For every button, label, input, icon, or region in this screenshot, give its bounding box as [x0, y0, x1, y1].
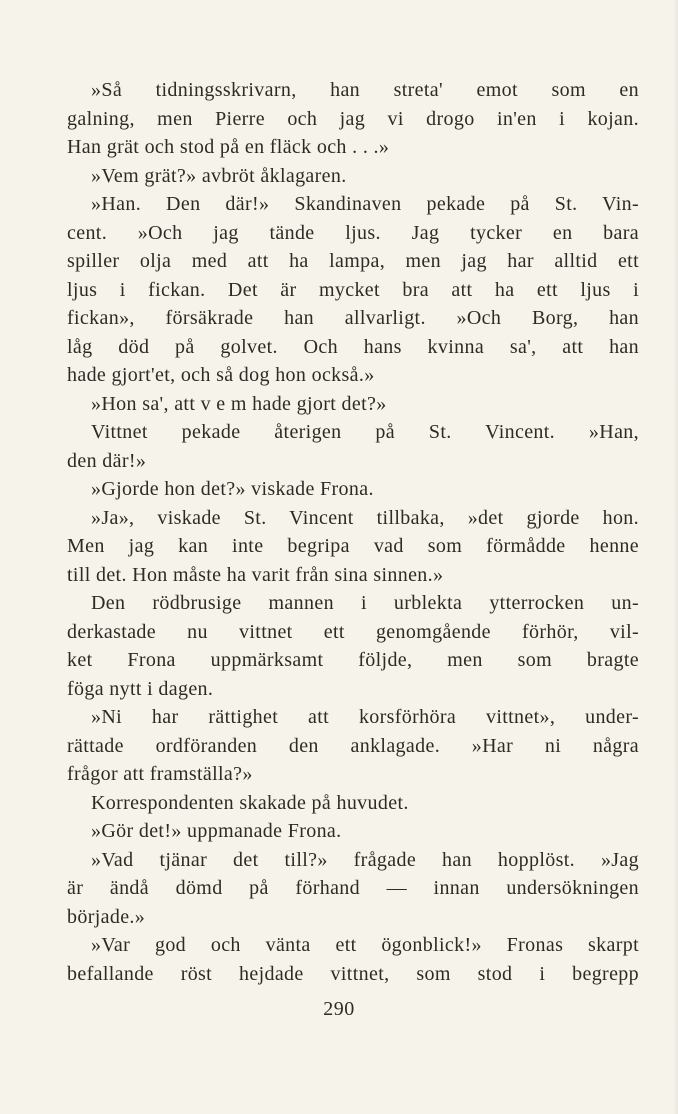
text-line-20: derkastade nu vittnet ett genomgående förhör, vil- — [67, 620, 639, 643]
text-line-11: hade gjort'et, och så dog hon också.» — [67, 364, 375, 386]
text-line-10: låg död på golvet. Och hans kvinna sa', att han — [67, 335, 639, 358]
text-line-2: galning, men Pierre och jag vi drogo in'en i kojan. — [67, 107, 639, 130]
text-line-1: »Så tidningsskrivarn, han streta' emot som en — [91, 79, 639, 101]
text-line-32: befallande röst hejdade vittnet, som stod i begrepp — [67, 962, 639, 985]
text-line-6: cent. »Och jag tände ljus. Jag tycker en bara — [67, 221, 639, 244]
text-line-3: Han grät och stod på en fläck och . . .» — [67, 136, 390, 158]
text-line-25: frågor att framställa?» — [67, 763, 253, 785]
page-edge — [673, 0, 678, 1114]
page-number: 290 — [323, 998, 355, 1020]
text-line-22: föga nytt i dagen. — [67, 677, 214, 700]
text-line-15: »Gjorde hon det?» viskade Frona. — [91, 478, 374, 500]
text-line-28: »Vad tjänar det till?» frågade han hopplöst. »Jag — [91, 848, 639, 871]
text-line-23: »Ni har rättighet att korsförhöra vittnet», under- — [91, 706, 639, 728]
text-line-24: rättade ordföranden den anklagade. »Har ni några — [67, 734, 639, 757]
text-line-26: Korrespondenten skakade på huvudet. — [91, 791, 409, 814]
text-line-18: till det. Hon måste ha varit från sina sinnen.» — [67, 563, 444, 586]
text-line-5: »Han. Den där!» Skandinaven pekade på St. Vin- — [91, 193, 639, 215]
text-line-4: »Vem grät?» avbröt åklagaren. — [91, 164, 347, 187]
text-line-13: Vittnet pekade återigen på St. Vincent. »Han, — [91, 421, 639, 443]
text-line-8: ljus i fickan. Det är mycket bra att ha ett ljus i — [67, 278, 639, 301]
text-line-14: den där!» — [67, 449, 147, 472]
text-line-27: »Gör det!» uppmanade Frona. — [91, 820, 342, 842]
text-line-29: är ändå dömd på förhand — innan undersökningen — [67, 877, 639, 899]
body-text — [67, 76, 639, 988]
text-line-7: spiller olja med att ha lampa, men jag har alltid ett — [67, 250, 639, 272]
text-line-16: »Ja», viskade St. Vincent tillbaka, »det gjorde hon. — [91, 506, 639, 529]
text-line-19: Den rödbrusige mannen i urblekta ytterrocken un- — [91, 592, 639, 614]
text-line-30: började.» — [67, 905, 146, 928]
text-line-31: »Var god och vänta ett ögonblick!» Fronas skarpt — [91, 934, 639, 956]
text-line-9: fickan», försäkrade han allvarligt. »Och Borg, han — [67, 307, 639, 329]
text-line-12: »Hon sa', att v e m hade gjort det?» — [91, 392, 387, 415]
text-line-17: Men jag kan inte begripa vad som förmådde henne — [67, 535, 639, 557]
text-line-21: ket Frona uppmärksamt följde, men som bragte — [67, 649, 639, 671]
